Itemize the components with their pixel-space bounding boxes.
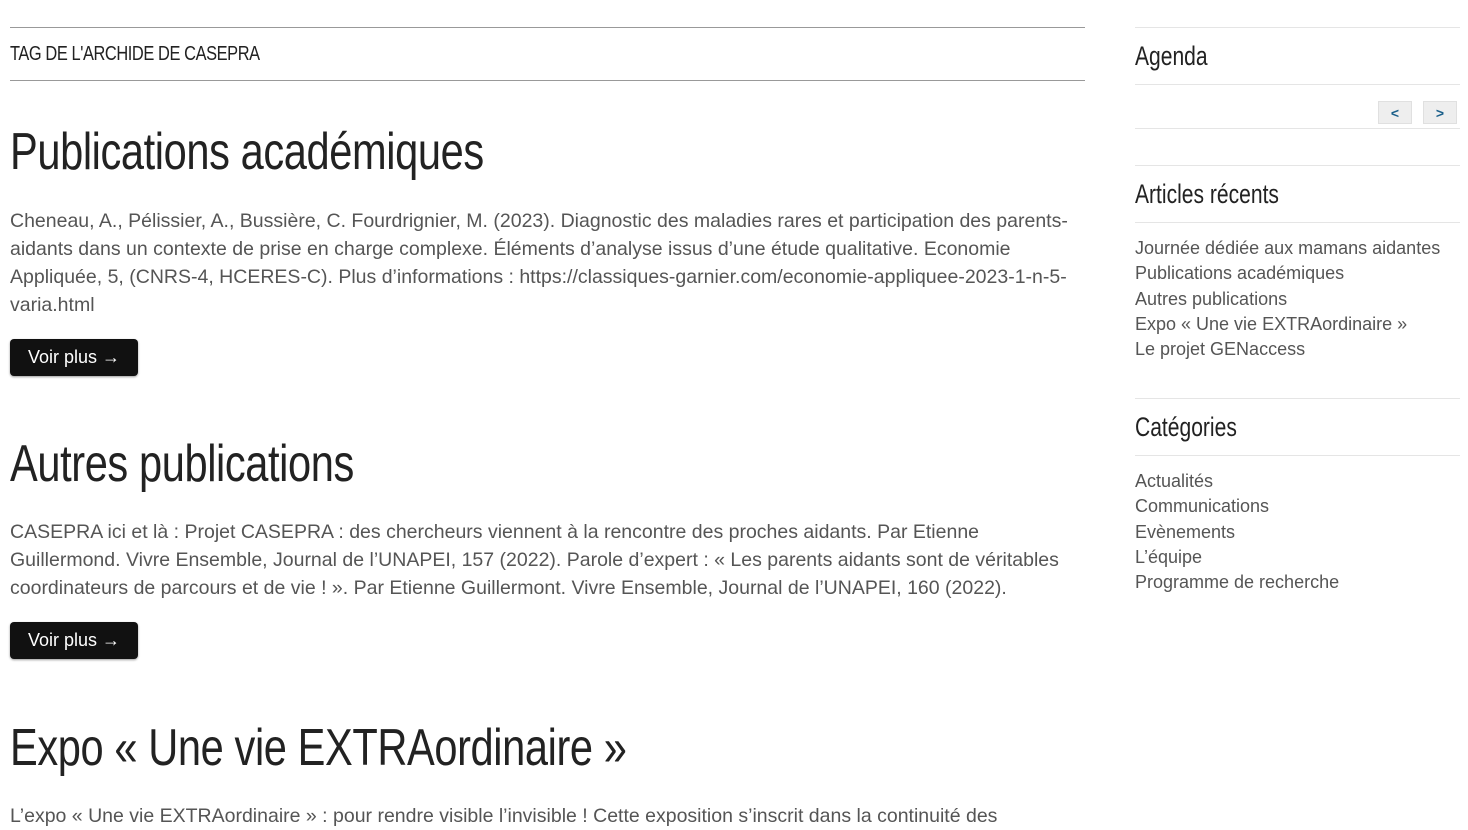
- calendar-prev-button[interactable]: <: [1378, 101, 1412, 124]
- recent-posts-widget: [1135, 165, 1460, 362]
- category-link[interactable]: Evènements: [1135, 521, 1236, 542]
- categories-title: Catégories: [1135, 411, 1237, 442]
- post-publications-academiques: [10, 122, 1085, 376]
- category-link[interactable]: L’équipe: [1135, 546, 1203, 567]
- recent-posts-list: [1135, 236, 1460, 362]
- categories-list: [1135, 469, 1460, 595]
- post-expo: [10, 718, 1085, 830]
- recent-posts-title: Articles récents: [1135, 178, 1279, 209]
- archive-header: [10, 27, 1085, 81]
- post-title[interactable]: Publications académiques: [10, 123, 484, 181]
- post-excerpt: Cheneau, A., Pélissier, A., Bussière, C. Fourdrignier, M. (2023). Diagnostic des maladies rares et participation des parents-aidants dans un contexte de prise en charge complexe. Éléments d’analyse issus d’une étude qualitative. Economie Appliquée, 5, (CNRS-4, HCERES-C). Plus d’informations : https://classiques-garnier.com/economie-appliquee-2023-1-n-5-varia.html: [10, 210, 1068, 316]
- read-more-button[interactable]: Voir plus →: [10, 339, 138, 376]
- category-link[interactable]: Communications: [1135, 496, 1270, 517]
- recent-post-link[interactable]: Le projet GENaccess: [1135, 339, 1306, 360]
- recent-post-link[interactable]: Journée dédiée aux mamans aidantes: [1135, 238, 1441, 258]
- widget-header: [1135, 27, 1460, 85]
- recent-post-link[interactable]: Expo « Une vie EXTRAordinaire »: [1135, 313, 1408, 334]
- category-link[interactable]: Programme de recherche: [1135, 572, 1340, 593]
- read-more-button[interactable]: Voir plus →: [10, 622, 138, 659]
- agenda-title: Agenda: [1135, 40, 1208, 71]
- recent-post-link[interactable]: Autres publications: [1135, 288, 1288, 309]
- post-title[interactable]: Expo « Une vie EXTRAordinaire »: [10, 719, 627, 777]
- categories-widget: [1135, 398, 1460, 595]
- widget-header: [1135, 398, 1460, 456]
- calendar-nav: [1135, 85, 1460, 129]
- archive-title: TAG DE L'ARCHIDE DE CASEPRA: [10, 42, 260, 65]
- recent-post-link[interactable]: Publications académiques: [1135, 263, 1345, 284]
- category-link[interactable]: Actualités: [1135, 471, 1214, 491]
- post-excerpt: CASEPRA ici et là : Projet CASEPRA : des chercheurs viennent à la rencontre des proches aidants. Par Etienne Guillermond. Vivre Ensemble, Journal de l’UNAPEI, 157 (2022). Parole d’expert : « Les parents aidants sont de véritables coordinateurs de parcours et de vie ! ». Par Etienne Guillermont. Vivre Ensemble, Journal de l’UNAPEI, 160 (2022).: [10, 521, 1059, 599]
- post-autres-publications: [10, 434, 1085, 659]
- widget-header: [1135, 165, 1460, 223]
- agenda-widget: [1135, 27, 1460, 129]
- post-title[interactable]: Autres publications: [10, 435, 354, 493]
- main-content: [10, 0, 1085, 827]
- calendar-next-button[interactable]: >: [1423, 101, 1457, 124]
- post-excerpt: L’expo « Une vie EXTRAordinaire » : pour rendre visible l’invisible ! Cette exposition s’inscrit dans la continuité des: [10, 805, 998, 827]
